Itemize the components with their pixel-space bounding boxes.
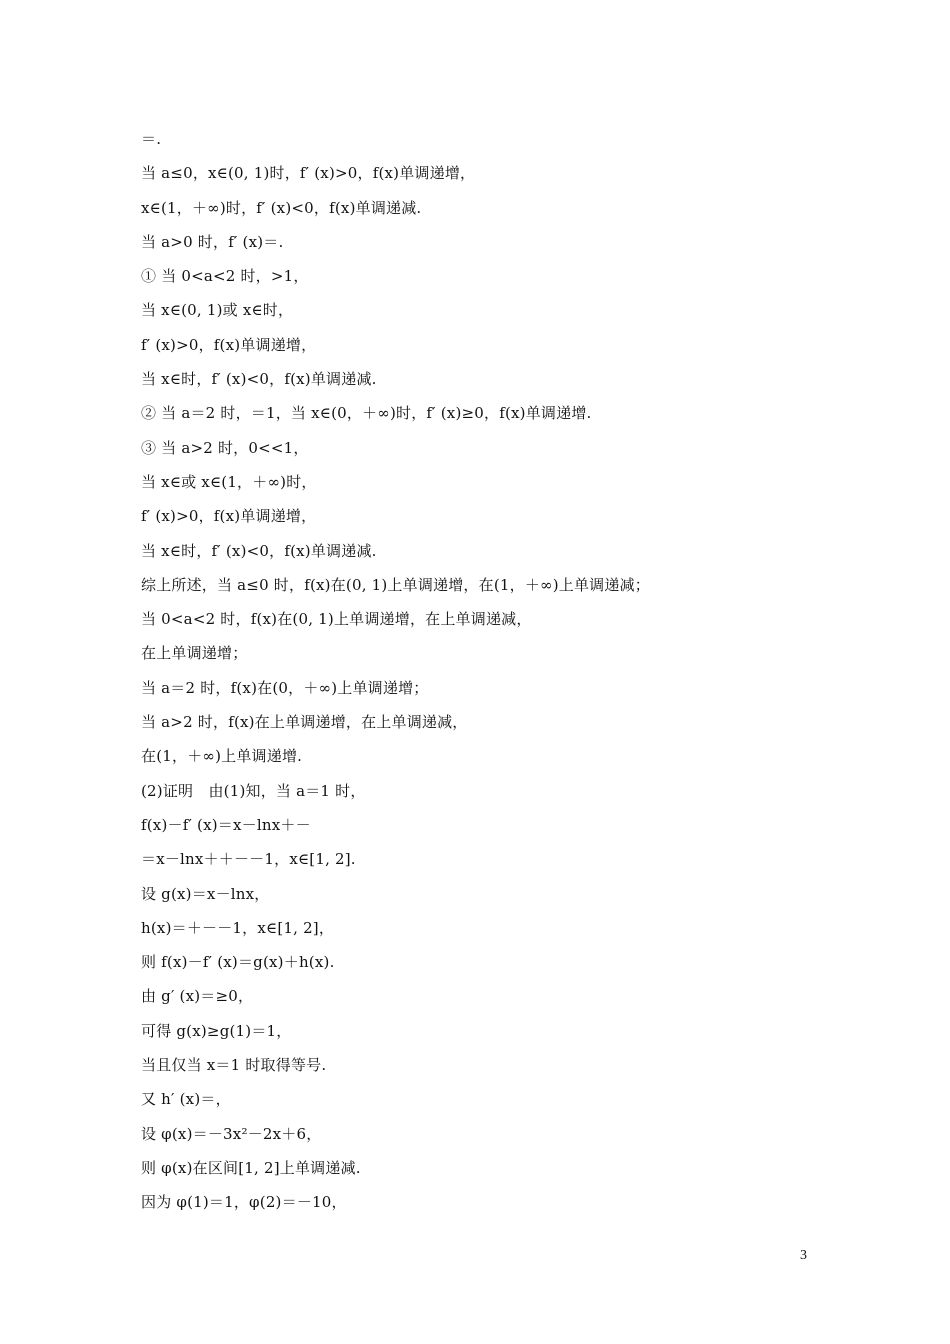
text-line: 当 x∈或 x∈(1，＋∞)时， xyxy=(141,472,317,491)
text-line: 当 x∈时，f′ (x)<0，f(x)单调递减. xyxy=(141,370,377,389)
text-line: 当 x∈时，f′ (x)<0，f(x)单调递减. xyxy=(141,541,377,560)
text-line: 由 g′ (x)＝≥0， xyxy=(141,987,254,1006)
text-line: 综上所述，当 a≤0 时，f(x)在(0, 1)上单调递增，在(1，＋∞)上单调递减； xyxy=(141,575,650,594)
text-line: f(x)－f′ (x)＝x－lnx＋－ xyxy=(141,815,311,834)
text-line: (2)证明 由(1)知，当 a＝1 时， xyxy=(141,781,366,800)
text-line: f′ (x)>0，f(x)单调递增， xyxy=(141,335,317,354)
text-line: ③ 当 a>2 时，0<<1， xyxy=(141,438,309,457)
text-line: ① 当 0<a<2 时，>1， xyxy=(141,267,309,286)
text-line: x∈(1，＋∞)时，f′ (x)<0，f(x)单调递减. xyxy=(141,198,422,217)
text-line: 当 a＝2 时，f(x)在(0，＋∞)上单调递增； xyxy=(141,678,429,697)
text-line: h(x)＝＋－－1，x∈[1, 2]， xyxy=(141,918,335,937)
text-line: 当 x∈(0, 1)或 x∈时， xyxy=(141,301,294,320)
text-line: ＝x－lnx＋＋－－1，x∈[1, 2]. xyxy=(141,850,356,869)
text-line: 当 a>2 时，f(x)在上单调递增，在上单调递减， xyxy=(141,713,468,732)
text-line: 当且仅当 x＝1 时取得等号. xyxy=(141,1056,327,1075)
text-line: 又 h′ (x)＝， xyxy=(141,1090,231,1109)
text-line: 当 a>0 时，f′ (x)＝. xyxy=(141,232,284,251)
text-line: 在上单调递增； xyxy=(141,644,248,663)
text-line: 设 g(x)＝x－lnx， xyxy=(141,884,270,903)
text-line: f′ (x)>0，f(x)单调递增， xyxy=(141,507,317,526)
text-line: 当 a≤0，x∈(0, 1)时，f′ (x)>0，f(x)单调递增， xyxy=(141,164,476,183)
page-number: 3 xyxy=(800,1248,807,1263)
solution-text xyxy=(141,122,861,1220)
text-line: 则 φ(x)在区间[1, 2]上单调递减. xyxy=(141,1158,361,1177)
text-line: 在(1，＋∞)上单调递增. xyxy=(141,747,303,766)
text-line: 则 f(x)－f′ (x)＝g(x)＋h(x). xyxy=(141,953,335,972)
text-line: 设 φ(x)＝－3x²－2x＋6， xyxy=(141,1124,322,1143)
text-line: ② 当 a＝2 时，＝1，当 x∈(0，＋∞)时，f′ (x)≥0，f(x)单调递增. xyxy=(141,404,592,423)
text-line: 可得 g(x)≥g(1)＝1， xyxy=(141,1021,292,1040)
text-line: 当 0<a<2 时，f(x)在(0, 1)上单调递增，在上单调递减， xyxy=(141,610,532,629)
text-line: ＝. xyxy=(141,130,162,148)
text-line: 因为 φ(1)＝1，φ(2)＝－10， xyxy=(141,1193,347,1212)
